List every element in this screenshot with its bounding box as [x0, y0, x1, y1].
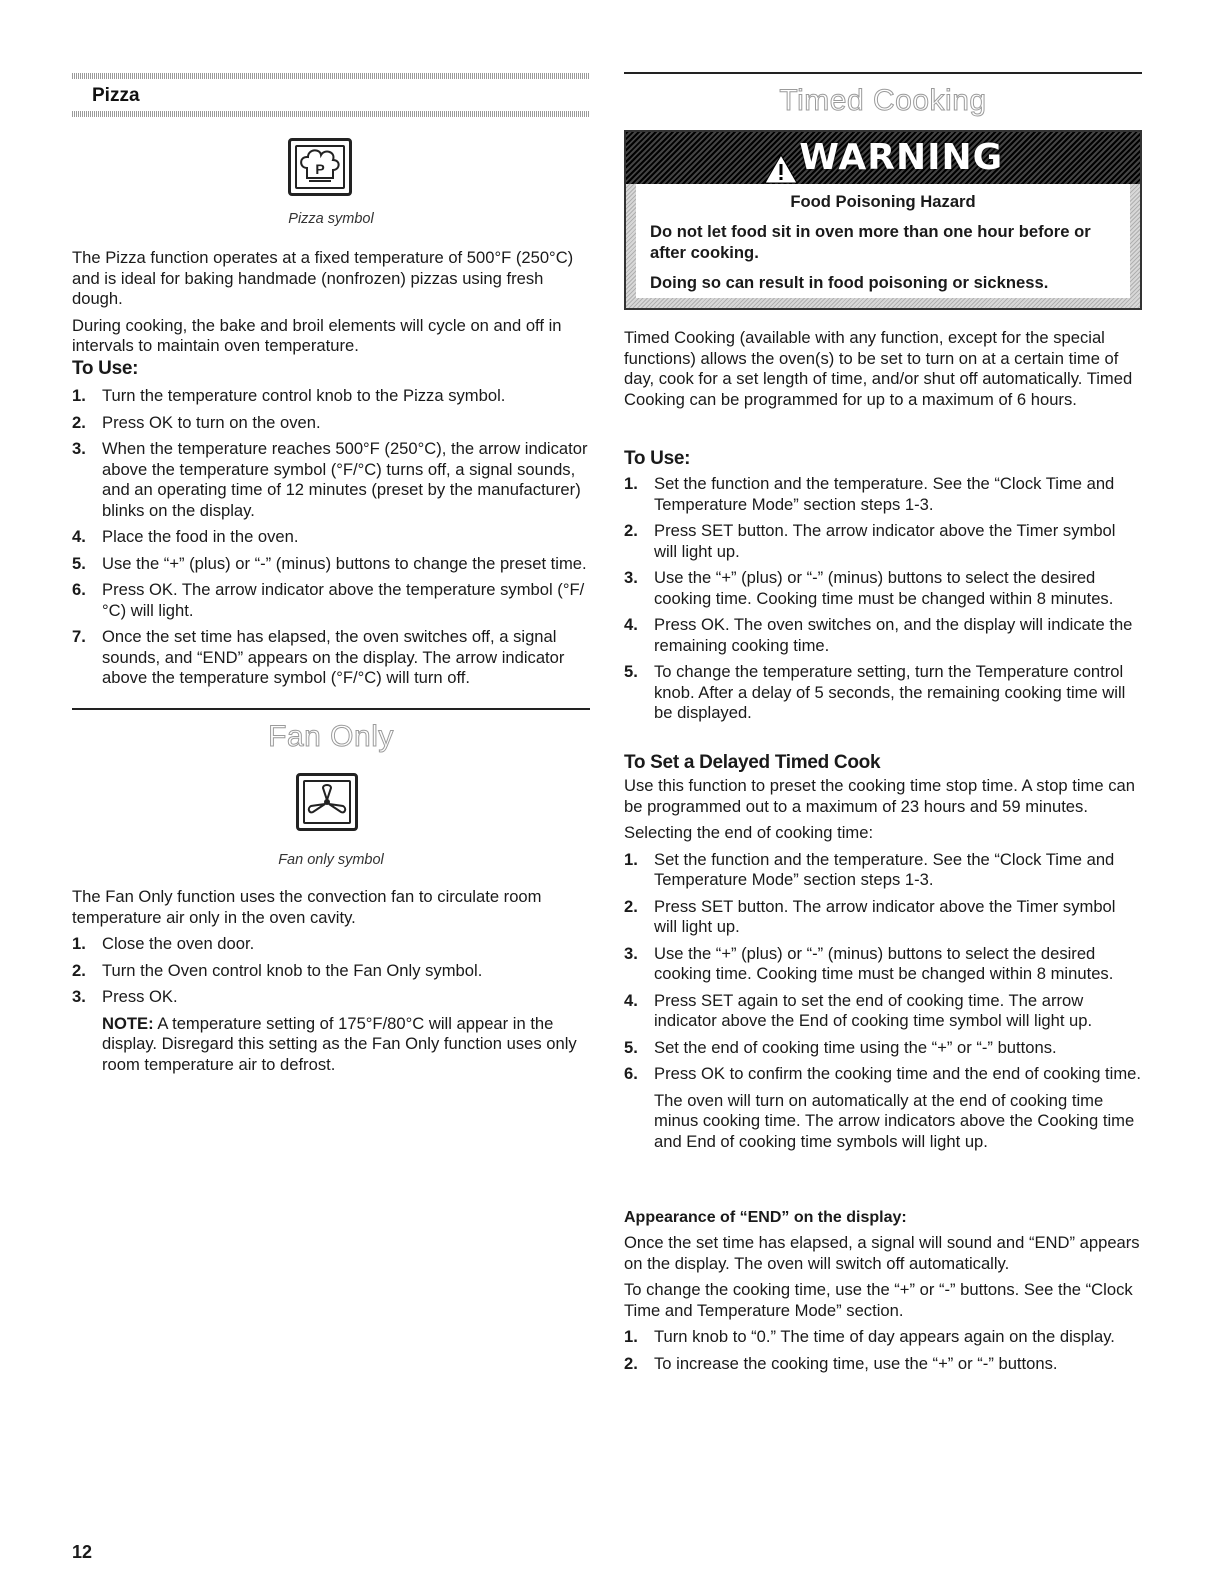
fan-symbol-box	[296, 773, 358, 831]
list-item: 6. Press OK. The arrow indicator above the temperature symbol (°F/°C) will light.	[72, 580, 585, 620]
list-item: 2. Press OK to turn on the oven.	[72, 412, 321, 432]
fan-symbol-caption: Fan only symbol	[278, 852, 384, 868]
svg-text:P: P	[315, 161, 325, 177]
list-item: 2. To increase the cooking time, use the “+” or “-” buttons.	[624, 1353, 1058, 1373]
list-item: 5. Set the end of cooking time using the “+” or “-” buttons.	[624, 1037, 1057, 1057]
timed-steps	[624, 474, 1142, 724]
list-item: 3. When the temperature reaches 500°F (250°C), the arrow indicator above the temperature symbol (°F/°C) turns off, a signal sounds, and an operating time of 12 minutes (preset by the manufacturer) blinks on the display.	[72, 439, 588, 520]
end-paragraph: Once the set time has elapsed, a signal will sound and “END” appears on the display. The oven will switch off automatically.	[624, 1233, 1140, 1273]
warning-hazard-title: Food Poisoning Hazard	[790, 192, 976, 211]
list-item: 7. Once the set time has elapsed, the oven switches off, a signal sounds, and “END” appears on the display. The arrow indicator above the temperature symbol (°F/°C) will turn off.	[72, 627, 565, 687]
end-display-section	[624, 1209, 1142, 1380]
pizza-heading: Pizza	[92, 85, 140, 106]
header-rule-bottom	[72, 111, 590, 117]
fan-only-steps	[72, 934, 590, 1075]
warning-triangle-icon	[763, 153, 799, 185]
delayed-intro: Use this function to preset the cooking time stop time. A stop time can be programmed out to a maximum of 23 hours and 59 minutes.	[624, 776, 1135, 816]
list-item: 2. Press SET button. The arrow indicator above the Timer symbol will light up.	[624, 521, 1116, 561]
warning-box	[624, 130, 1142, 310]
list-item: 1. Set the function and the temperature. See the “Clock Time and Temperature Mode” section steps 1-3.	[624, 474, 1115, 514]
fan-icon	[299, 776, 355, 828]
delayed-timed-cook	[624, 752, 1142, 1158]
list-item: 3. Use the “+” (plus) or “-” (minus) buttons to select the desired cooking time. Cooking time must be changed within 8 minutes.	[624, 568, 1114, 608]
pizza-to-use	[72, 358, 590, 695]
list-item: 3. Use the “+” (plus) or “-” (minus) buttons to select the desired cooking time. Cooking time must be changed within 8 minutes.	[624, 943, 1114, 983]
fan-only-description	[72, 887, 590, 1081]
fan-only-paragraph: The Fan Only function uses the convection fan to circulate room temperature air only in the oven cavity.	[72, 887, 542, 927]
timed-cooking-heading: Timed Cooking	[779, 84, 987, 117]
list-item: 1. Close the oven door.	[72, 934, 255, 953]
pizza-description	[72, 248, 590, 357]
list-item: 4. Press OK. The oven switches on, and the display will indicate the remaining cooking time.	[624, 615, 1133, 655]
list-item: 2. Turn the Oven control knob to the Fan Only symbol.	[72, 960, 483, 980]
list-item: 4. Place the food in the oven.	[72, 527, 299, 546]
end-display-heading: Appearance of “END” on the display:	[624, 1209, 907, 1226]
list-item: 1. Turn the temperature control knob to the Pizza symbol.	[72, 386, 506, 405]
pizza-section-header	[72, 73, 590, 117]
list-item: 6. Press OK to confirm the cooking time and the end of cooking time. The oven will turn on automatically at the end of cooking time minus cooking time. The arrow indicators above the Cooking time and End of cooking time symbols will light up.	[624, 1064, 1141, 1151]
pizza-symbol-caption: Pizza symbol	[288, 211, 374, 227]
fan-only-note: NOTE: A temperature setting of 175°F/80°C will appear in the display. Disregard this setting as the Fan Only function uses only room temperature air to defrost.	[102, 1013, 577, 1074]
list-item: 3. Press OK. NOTE: A temperature setting of 175°F/80°C will appear in the display. Disregard this setting as the Fan Only function uses only room temperature air to defrost.	[72, 987, 590, 1075]
timed-cooking-intro	[624, 328, 1142, 410]
timed-cooking-paragraph: Timed Cooking (available with any function, except for the special functions) allows the oven(s) to be set to turn on at a certain time of day, cook for a set length of time, and/or shut off automatically. Timed Cooking can be programmed for up to a maximum of 6 hours.	[624, 328, 1133, 409]
timed-cooking-to-use	[624, 448, 1142, 730]
pizza-paragraph: The Pizza function operates at a fixed temperature of 500°F (250°C) and is ideal for baking handmade (nonfrozen) pizzas using fresh dough.	[72, 248, 574, 308]
list-item: 1. Turn knob to “0.” The time of day appears again on the display.	[624, 1327, 1115, 1346]
list-item: 5. To change the temperature setting, turn the Temperature control knob. After a delay of 5 seconds, the remaining cooking time will be displayed.	[624, 662, 1126, 722]
delayed-heading: To Set a Delayed Timed Cook	[624, 752, 881, 773]
list-item: 2. Press SET button. The arrow indicator above the Timer symbol will light up.	[624, 896, 1116, 936]
pizza-paragraph: During cooking, the bake and broil elements will cycle on and off in intervals to maintain oven temperature.	[72, 315, 562, 355]
warning-banner	[626, 132, 1140, 184]
header-rule-top	[72, 73, 590, 79]
timed-to-use-heading: To Use:	[624, 448, 691, 469]
list-item: 4. Press SET again to set the end of cooking time. The arrow indicator above the End of cooking time symbol will light up.	[624, 990, 1093, 1030]
end-paragraph: To change the cooking time, use the “+” or “-” buttons. See the “Clock Time and Temperature Mode” section.	[624, 1280, 1133, 1320]
warning-line: Do not let food sit in oven more than one hour before or after cooking.	[650, 222, 1091, 262]
list-item: 1. Set the function and the temperature. See the “Clock Time and Temperature Mode” section steps 1-3.	[624, 849, 1115, 889]
end-steps	[624, 1327, 1142, 1374]
pizza-steps	[72, 386, 590, 689]
fan-only-heading: Fan Only	[268, 720, 394, 753]
warning-banner-text: WARNING	[799, 137, 1004, 178]
section-divider	[624, 72, 1142, 74]
delayed-steps	[624, 850, 1142, 1153]
list-item: 5. Use the “+” (plus) or “-” (minus) buttons to change the preset time.	[72, 553, 587, 573]
pizza-chef-hat-icon	[291, 141, 349, 193]
page-number: 12	[72, 1542, 93, 1562]
warning-body	[636, 184, 1130, 298]
pizza-symbol-box	[288, 138, 352, 196]
delayed-selecting: Selecting the end of cooking time:	[624, 823, 874, 842]
section-divider	[72, 708, 590, 710]
pizza-to-use-heading: To Use:	[72, 358, 139, 379]
warning-line: Doing so can result in food poisoning or sickness.	[650, 273, 1049, 292]
